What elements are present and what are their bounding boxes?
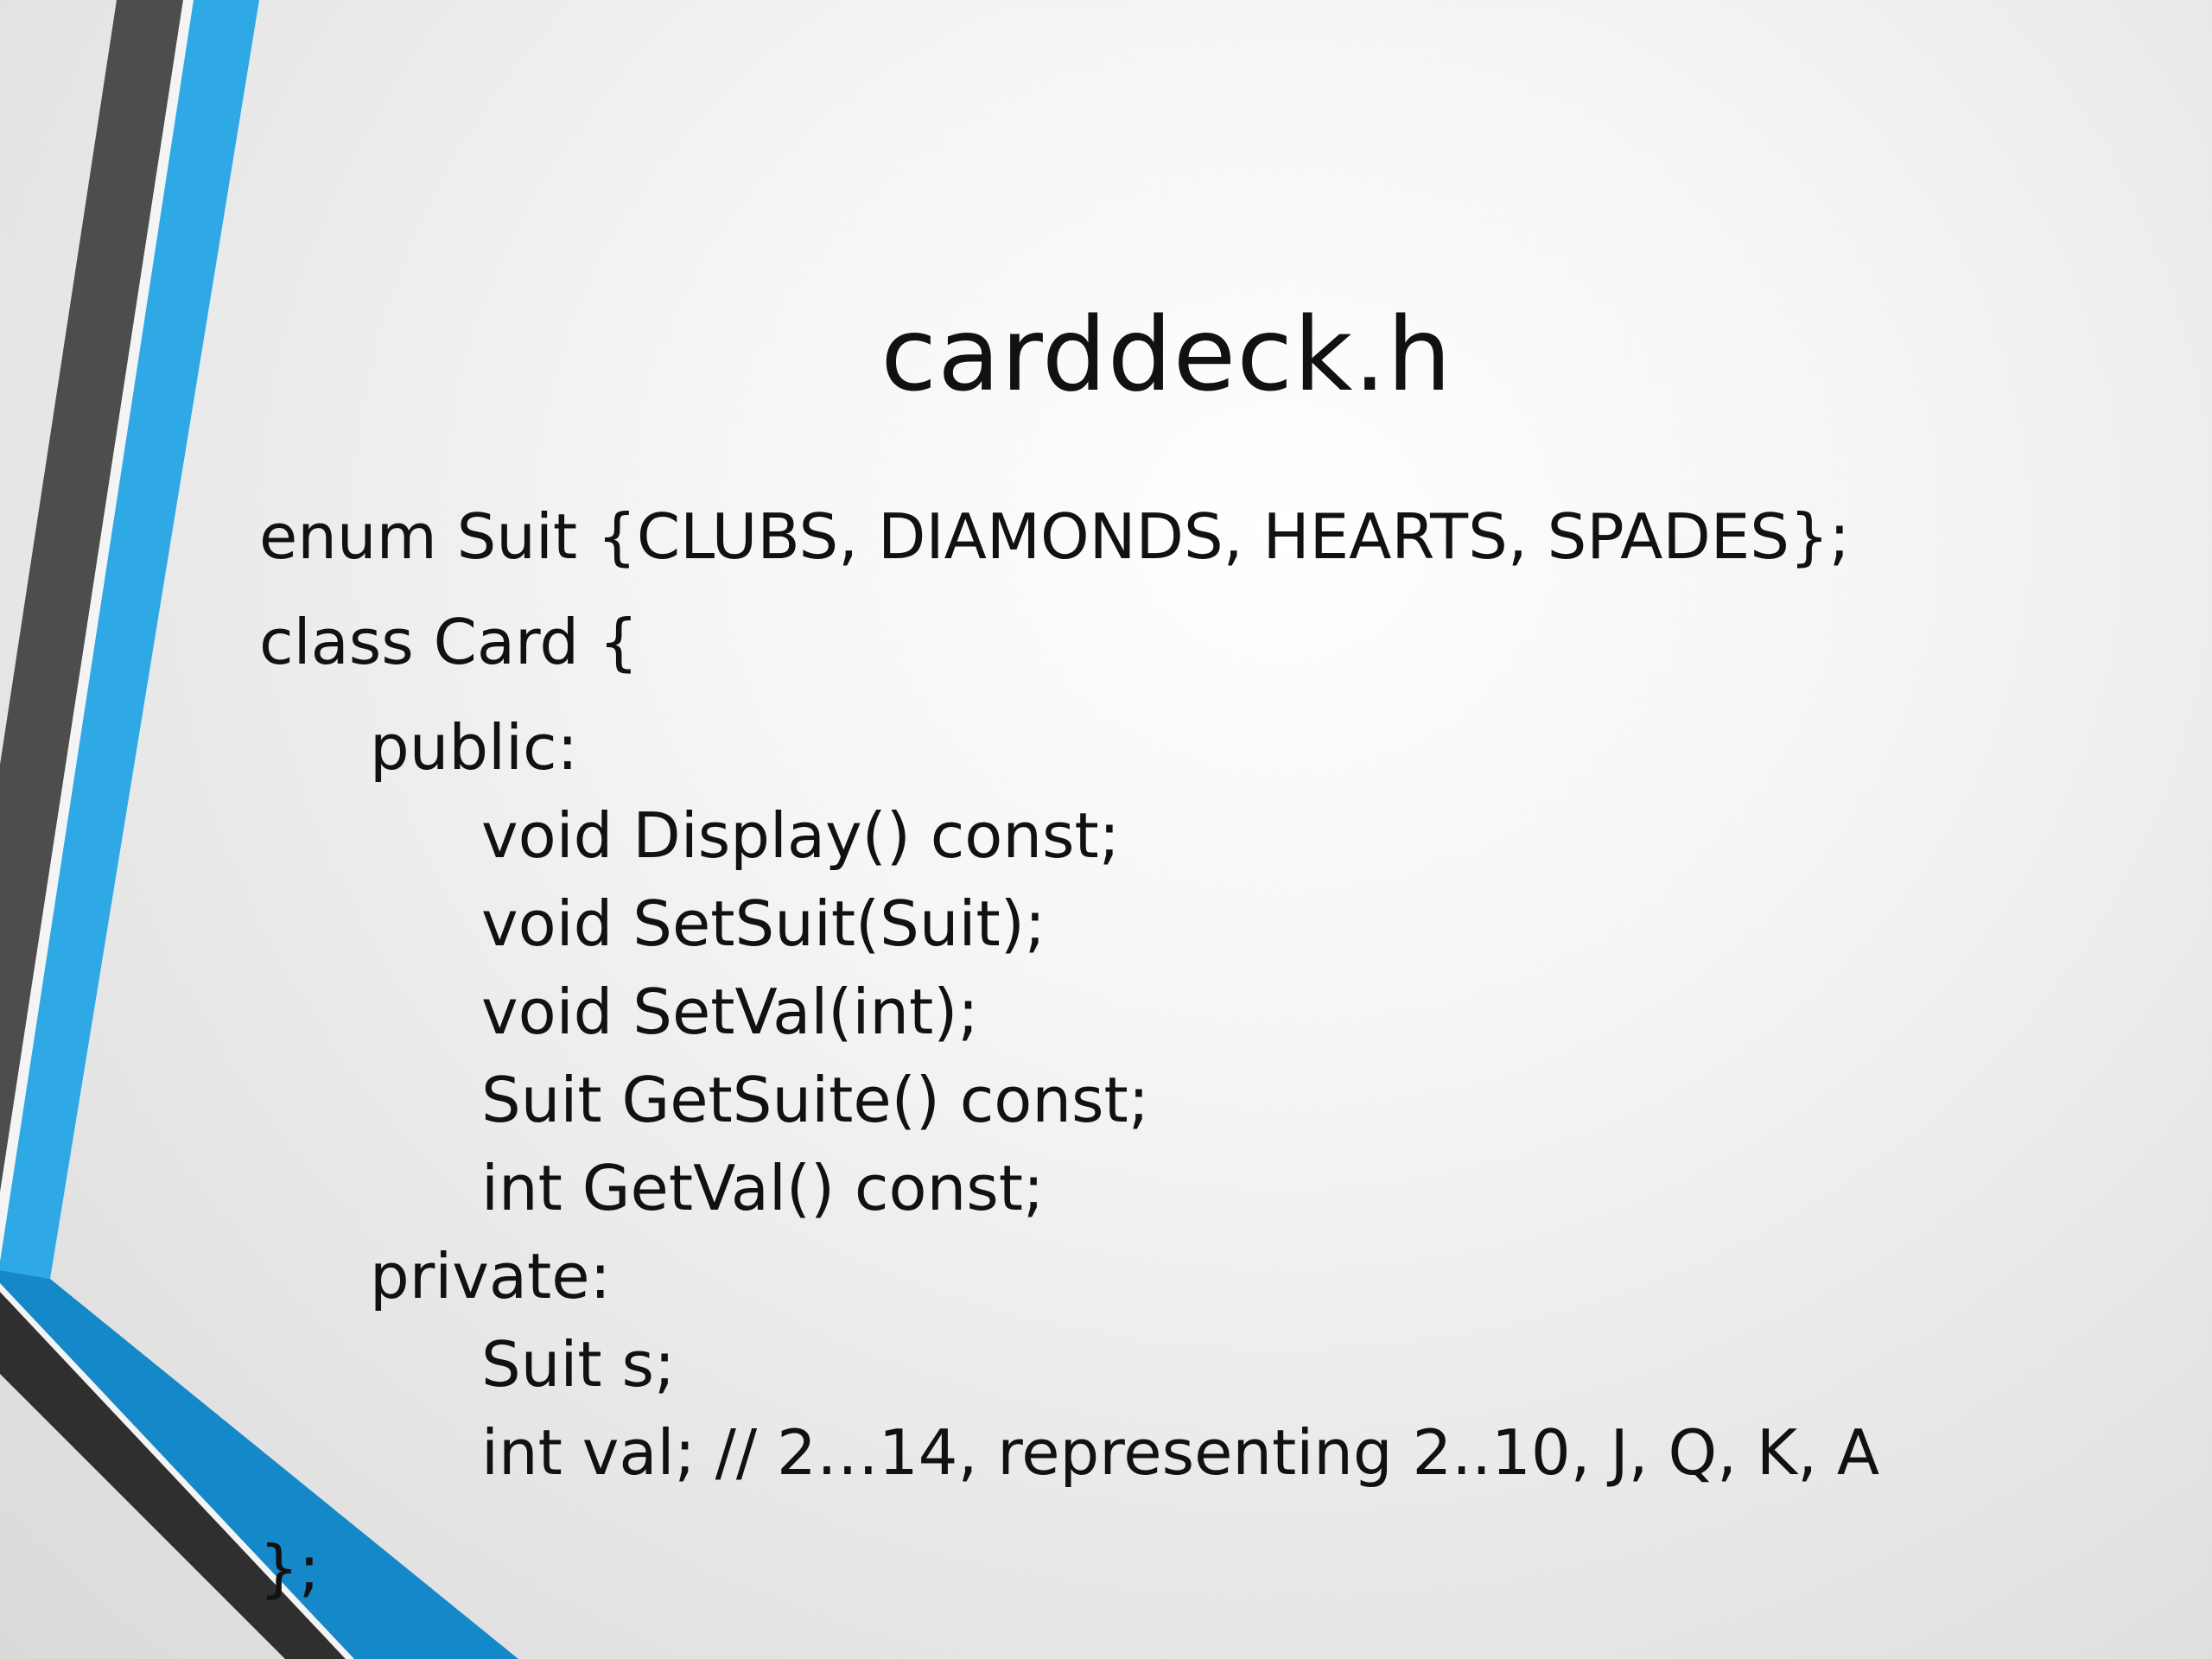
slide-title: carddeck.h: [880, 295, 1452, 414]
code-line-setsuit: void SetSuit(Suit);: [481, 887, 1046, 960]
code-line-class: class Card {: [259, 606, 639, 678]
code-line-setval: void SetVal(int);: [481, 976, 979, 1048]
code-line-display: void Display() const;: [481, 799, 1120, 872]
code-line-int-val: int val; // 2…14, representing 2..10, J, Q, K, A: [481, 1416, 1880, 1489]
code-line-getsuite: Suit GetSuite() const;: [481, 1064, 1149, 1136]
code-line-getval: int GetVal() const;: [481, 1152, 1045, 1224]
code-line-close: };: [259, 1532, 321, 1605]
code-line-suit-s: Suit s;: [481, 1328, 676, 1401]
code-line-enum: enum Suit {CLUBS, DIAMONDS, HEARTS, SPADES};: [259, 500, 1851, 573]
code-line-public: public:: [370, 711, 578, 784]
code-line-private: private:: [370, 1240, 611, 1313]
